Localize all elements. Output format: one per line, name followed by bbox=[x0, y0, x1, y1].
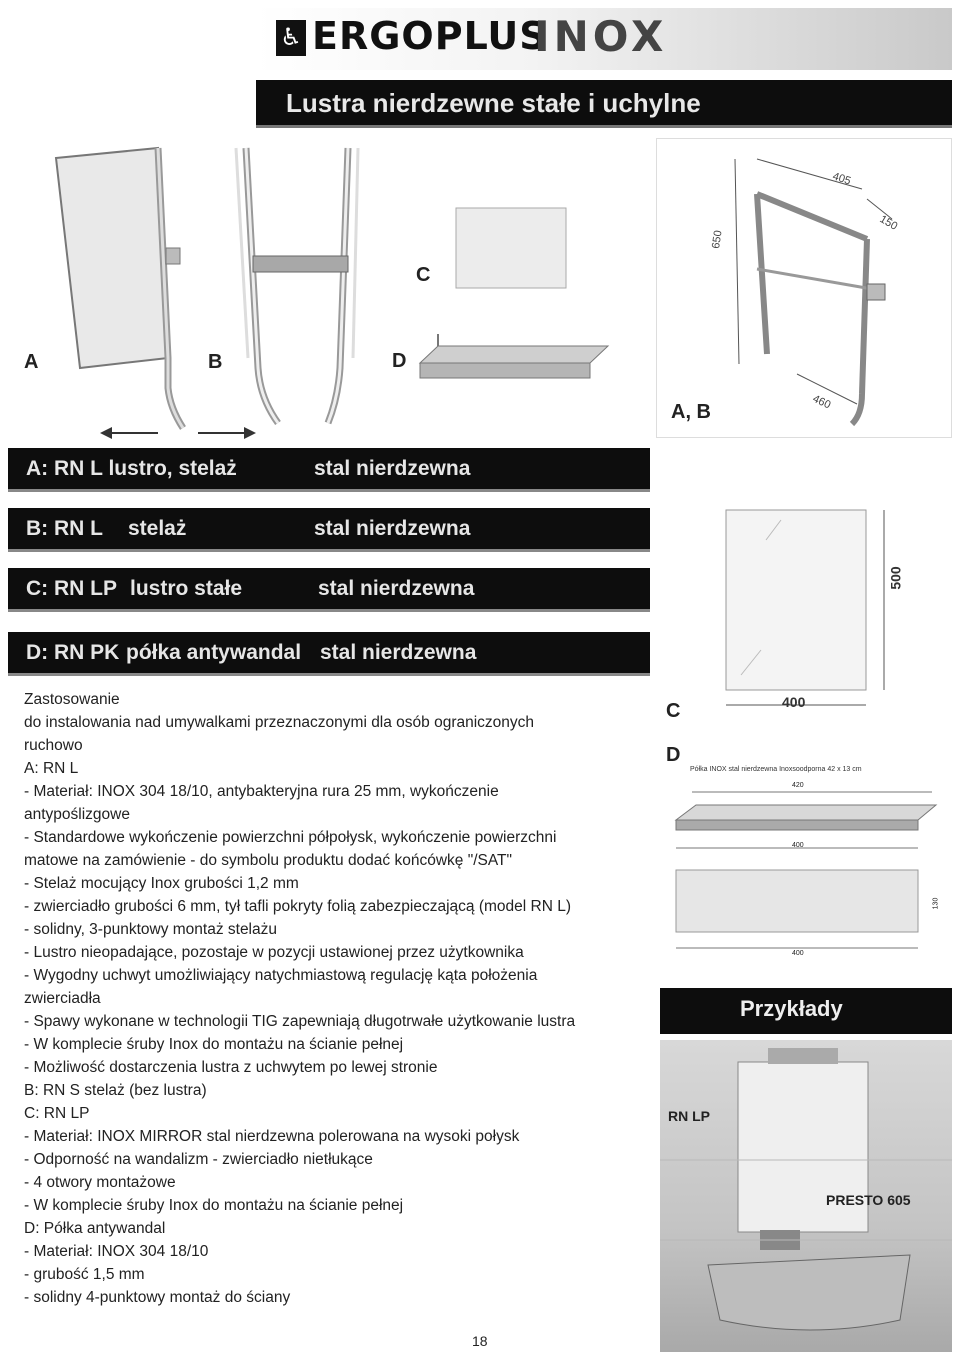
brand-sub: INOX bbox=[534, 12, 668, 61]
product-illustration bbox=[8, 138, 648, 448]
shelf-d-drawing bbox=[420, 334, 608, 378]
spec-code: C: RN LP bbox=[26, 577, 117, 600]
svg-text:150: 150 bbox=[877, 213, 900, 233]
photo-label-rnlp: RN LP bbox=[668, 1108, 710, 1124]
shelf-dim-1: 420 bbox=[792, 782, 804, 789]
brand-name: ERGOPLUS bbox=[312, 14, 548, 58]
mirror-c-drawing bbox=[456, 208, 566, 288]
description-line: - Wygodny uchwyt umożliwiający natychmiastową regulację kąta położenia bbox=[24, 967, 538, 984]
description-line: - Odporność na wandalizm - zwierciadło nietłukące bbox=[24, 1151, 373, 1168]
description-line: do instalowania nad umywalkami przeznaczonymi dla osób ograniczonych bbox=[24, 714, 535, 731]
label-c-right: C bbox=[666, 700, 681, 722]
mirror-c-dimension bbox=[656, 490, 952, 730]
frame-b-drawing bbox=[236, 148, 358, 423]
description-line: - Lustro nieopadające, pozostaje w pozycji ustawionej przez użytkownika bbox=[24, 944, 524, 961]
description-line: - Standardowe wykończenie powierzchni półpołysk, wykończenie powierzchni bbox=[24, 829, 557, 846]
description-line: - Materiał: INOX 304 18/10, antybakteryjna rura 25 mm, wykończenie bbox=[24, 783, 499, 800]
spec-row-c bbox=[8, 568, 650, 612]
label-a: A bbox=[24, 351, 39, 373]
spec-material: stal nierdzewna bbox=[314, 517, 471, 540]
product-illustration-svg bbox=[8, 138, 648, 448]
svg-text:650: 650 bbox=[710, 229, 725, 250]
shelf-d-dimension bbox=[656, 740, 952, 970]
spec-material: stal nierdzewna bbox=[320, 641, 477, 664]
label-b: B bbox=[208, 351, 223, 373]
shelf-dim-4: 400 bbox=[792, 950, 804, 957]
spec-row-b bbox=[8, 508, 650, 552]
label-c: C bbox=[416, 264, 431, 286]
spec-code: B: RN L bbox=[26, 517, 103, 540]
page-number: 18 bbox=[472, 1333, 488, 1349]
label-d: D bbox=[392, 350, 407, 372]
description-line: - grubość 1,5 mm bbox=[24, 1266, 145, 1283]
description-line: D: Półka antywandal bbox=[24, 1220, 166, 1237]
spec-desc: lustro stałe bbox=[130, 577, 243, 600]
label-d-right: D bbox=[666, 744, 681, 766]
dimension-drawing-ab bbox=[656, 138, 952, 438]
description-line: - Spawy wykonane w technologii TIG zapewniają długotrwałe użytkowanie lustra bbox=[24, 1013, 576, 1030]
label-ab: A, B bbox=[671, 401, 711, 423]
page-title-bar bbox=[256, 80, 952, 128]
wheelchair-icon: ♿ bbox=[276, 20, 306, 56]
spec-material: stal nierdzewna bbox=[318, 577, 475, 600]
description-line: - W komplecie śruby Inox do montażu na ścianie pełnej bbox=[24, 1197, 404, 1214]
spec-desc: stelaż bbox=[128, 517, 187, 540]
spec-row-d bbox=[8, 632, 650, 676]
svg-text:460: 460 bbox=[810, 392, 833, 412]
shelf-dim-2: 400 bbox=[792, 842, 804, 849]
description-line: - Możliwość dostarczenia lustra z uchwytem po lewej stronie bbox=[24, 1059, 438, 1076]
description-line: - solidny 4-punktowy montaż do ściany bbox=[24, 1289, 291, 1306]
description-line: C: RN LP bbox=[24, 1105, 90, 1122]
mirror-a-drawing bbox=[56, 148, 183, 428]
description-line: antypoślizgowe bbox=[24, 806, 130, 823]
description-line: - zwierciadło grubości 6 mm, tył tafli pokryty folią zabezpieczającą (model RN L) bbox=[24, 898, 572, 915]
description-line: matowe na zamówienie - do symbolu produktu dodać końcówkę "/SAT" bbox=[24, 852, 513, 869]
mirror-width-label: 400 bbox=[782, 694, 806, 710]
description-line: - W komplecie śruby Inox do montażu na ścianie pełnej bbox=[24, 1036, 404, 1053]
page-title: Lustra nierdzewne stałe i uchylne bbox=[286, 88, 701, 118]
description-line: zwierciadła bbox=[24, 990, 101, 1007]
spec-material: stal nierdzewna bbox=[314, 457, 471, 480]
description-line: B: RN S stelaż (bez lustra) bbox=[24, 1082, 207, 1099]
description-line: A: RN L bbox=[24, 760, 79, 777]
shelf-d-svg bbox=[656, 780, 952, 970]
spec-row-a bbox=[8, 448, 650, 492]
example-photo bbox=[660, 1040, 952, 1352]
mirror-height-label: 500 bbox=[887, 566, 904, 590]
shelf-dim-3: 130 bbox=[932, 897, 940, 910]
spec-code: A: RN L lustro, stelaż bbox=[26, 457, 237, 480]
photo-label-presto: PRESTO 605 bbox=[826, 1192, 911, 1208]
examples-title: Przykłady bbox=[740, 996, 843, 1021]
shelf-caption: Półka INOX stal nierdzewna Inoxsoodporna 42 x 13 cm bbox=[690, 766, 862, 773]
svg-text:405: 405 bbox=[831, 170, 853, 188]
description-line: Zastosowanie bbox=[24, 691, 120, 708]
spec-code: D: RN PK bbox=[26, 641, 120, 664]
description-line: - solidny, 3-punktowy montaż stelażu bbox=[24, 921, 277, 938]
examples-bar bbox=[660, 988, 952, 1034]
dimension-drawing-svg bbox=[657, 139, 951, 437]
spec-desc: półka antywandal bbox=[126, 641, 302, 664]
description-line: - Materiał: INOX 304 18/10 bbox=[24, 1243, 209, 1260]
description-line: - Stelaż mocujący Inox grubości 1,2 mm bbox=[24, 875, 299, 892]
description-text bbox=[24, 688, 652, 1309]
description-line: ruchowo bbox=[24, 737, 83, 754]
description-line: - 4 otwory montażowe bbox=[24, 1174, 176, 1191]
adjust-arrows bbox=[100, 427, 256, 439]
description-line: - Materiał: INOX MIRROR stal nierdzewna polerowana na wysoki połysk bbox=[24, 1128, 520, 1145]
